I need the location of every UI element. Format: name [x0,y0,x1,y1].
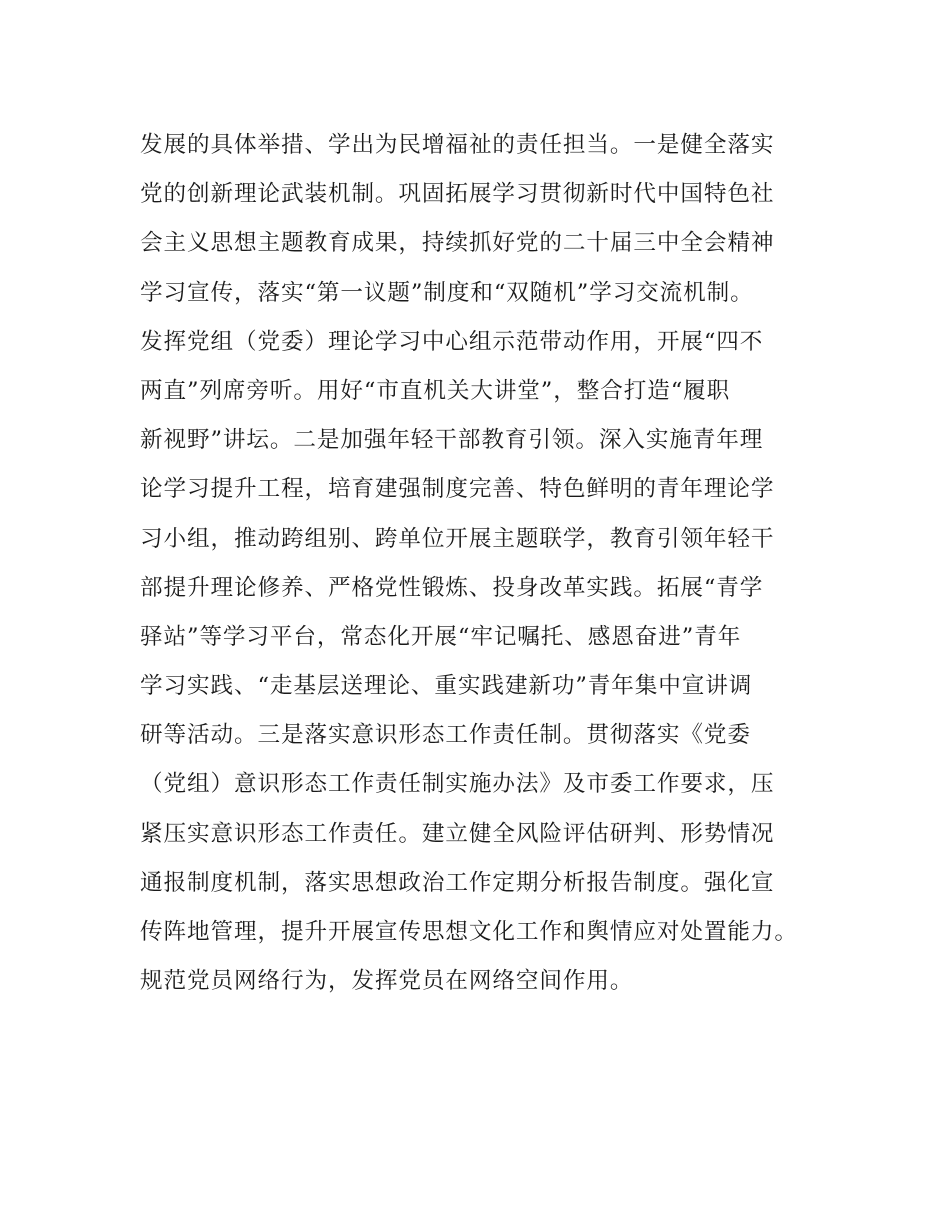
text-line: 论学习提升工程，培育建强制度完善、特色鲜明的青年理论学 [140,476,775,503]
text-line: 部提升理论修养、严格党性锻炼、投身改革实践。拓展“青学 [140,574,764,601]
text-line: 传阵地管理，提升开展宣传思想文化工作和舆情应对处置能力。 [140,919,798,945]
text-line: 学习宣传，落实“第一议题”制度和“双随机”学习交流机制。 [140,279,754,306]
text-line: 党的创新理论武装机制。巩固拓展学习贯彻新时代中国特色社 [140,181,775,208]
text-line: 新视野”讲坛。二是加强年轻干部教育引领。深入实施青年理 [140,427,764,454]
text-line: 研等活动。三是落实意识形态工作责任制。贯彻落实《党委 [140,722,751,749]
text-line: 发展的具体举措、学出为民增福祉的责任担当。一是健全落实 [140,132,775,158]
text-line: 会主义思想主题教育成果，持续抓好党的二十届三中全会精神 [140,230,775,257]
text-line: 发挥党组（党委）理论学习中心组示范带动作用，开展“四不 [140,328,764,355]
text-line: 驿站”等学习平台，常态化开展“牢记嘱托、感恩奋进”青年 [140,623,742,650]
text-line: 紧压实意识形态工作责任。建立健全风险评估研判、形势情况 [140,820,775,847]
text-line: 学习实践、“走基层送理论、重实践建新功”青年集中宣讲调 [140,673,753,700]
text-line: 通报制度机制，落实思想政治工作定期分析报告制度。强化宣 [140,869,775,896]
text-line: 习小组，推动跨组别、跨单位开展主题联学，教育引领年轻干 [140,525,775,552]
text-line: 两直”列席旁听。用好“市直机关大讲堂”，整合打造“履职 [140,377,731,404]
text-line: （党组）意识形态工作责任制实施办法》及市委工作要求，压 [140,771,775,798]
body-paragraph [140,121,840,1006]
text-line: 规范党员网络行为，发挥党员在网络空间作用。 [140,968,634,995]
